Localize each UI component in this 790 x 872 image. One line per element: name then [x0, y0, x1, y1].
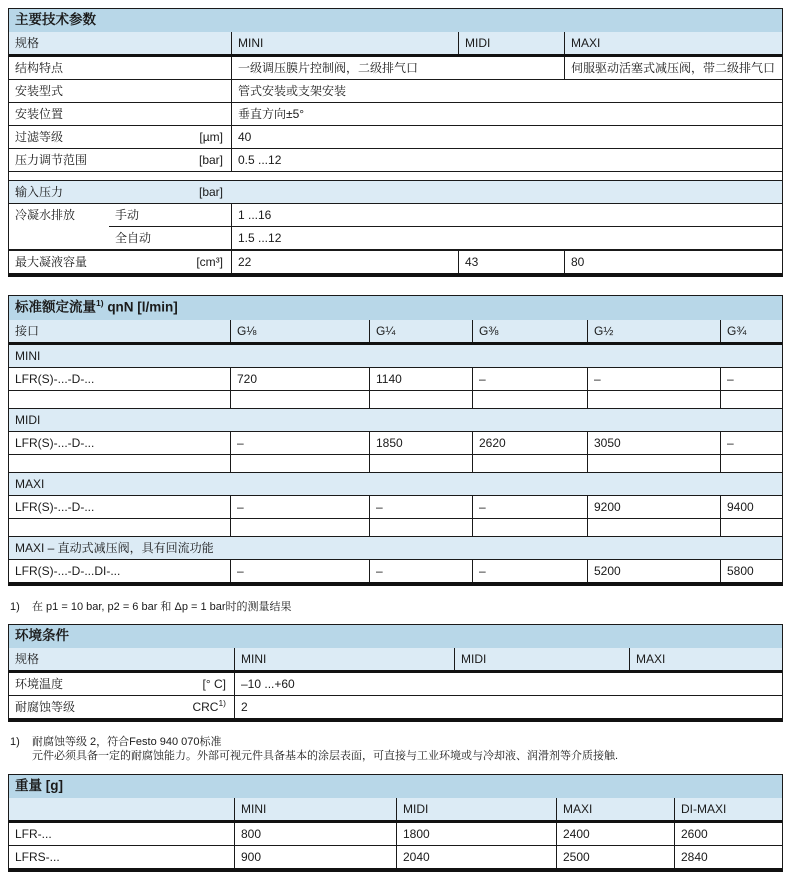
flow-mini-g18: 720	[230, 368, 369, 390]
spacer-cell	[230, 519, 369, 536]
spacer-cell	[369, 519, 472, 536]
flow-maxi-g38: –	[472, 496, 587, 518]
flow-row-mini	[9, 367, 782, 390]
flow-header-g38: G⅜	[472, 320, 587, 342]
flow-maxi-di-g18: –	[230, 560, 369, 582]
flow-section-maxi-di-name: MAXI – 直动式减压阀，具有回流功能	[15, 540, 214, 555]
corrosion-value: 2	[234, 696, 782, 718]
condensate-auto-label: 全自动	[109, 226, 231, 249]
condensate-auto-value: 1.5 ...12	[231, 226, 782, 249]
flow-spacer-row	[9, 390, 782, 408]
feature-mini-midi-value: 一级调压膜片控制阀，二级排气口	[231, 57, 564, 79]
temperature-label: 环境温度	[15, 676, 64, 691]
filtration-value: 40	[231, 126, 782, 148]
max-condensate-unit: [cm³]	[196, 255, 223, 269]
ambient-header-row	[9, 648, 782, 673]
weight-lfr-label: LFR-...	[15, 826, 52, 841]
flow-section-midi	[9, 408, 782, 431]
spacer-cell	[720, 455, 782, 472]
flow-header-g14: G¼	[369, 320, 472, 342]
pressure-range-labelcell	[9, 149, 231, 171]
filtration-label: 过滤等级	[15, 130, 64, 144]
pressure-range-unit: [bar]	[198, 153, 223, 167]
flow-title	[9, 296, 782, 320]
flow-header-g12: G½	[587, 320, 720, 342]
ambient-header-midi: MIDI	[454, 648, 629, 670]
corrosion-footnote-body	[32, 735, 618, 763]
header-col-maxi: MAXI	[564, 32, 782, 54]
flow-header-g34: G¾	[720, 320, 782, 342]
flow-row-midi	[9, 431, 782, 454]
weight-row-lfr	[9, 823, 782, 845]
flow-maxi-model: LFR(S)-...-D-...	[15, 499, 95, 514]
flow-table	[8, 295, 783, 586]
ambient-header-mini: MINI	[234, 648, 454, 670]
pressure-range-label: 压力调节范围	[15, 153, 88, 167]
spacer-cell	[230, 455, 369, 472]
condensate-manual-row	[9, 203, 782, 226]
filtration-row	[9, 125, 782, 148]
corrosion-footnote-line2: 元件必须具备一定的耐腐蚀能力。外部可视元件具备基本的涂层表面，可直接与工业环境或与冷却液、润滑剂等介质接触.	[32, 749, 619, 762]
temperature-value: –10 ...+60	[234, 673, 782, 695]
input-pressure-unit: [bar]	[198, 185, 223, 199]
flow-section-maxi	[9, 472, 782, 495]
temperature-unit: [° C]	[202, 676, 226, 691]
flow-mini-model: LFR(S)-...-D-...	[15, 371, 95, 386]
filtration-unit: [µm]	[199, 130, 223, 144]
weight-row-lfrs	[9, 845, 782, 868]
flow-section-mini-name: MINI	[15, 348, 41, 363]
main-specs-table	[8, 8, 783, 277]
input-pressure-empty	[231, 181, 782, 203]
main-specs-title-text: 主要技术参数	[15, 12, 96, 27]
flow-footnote-marker: 1)	[10, 600, 20, 613]
flow-footnote	[10, 600, 790, 614]
max-condensate-midi: 43	[458, 251, 564, 273]
weight-lfrs-label: LFRS-...	[15, 849, 60, 864]
corrosion-labelcell	[9, 696, 234, 718]
main-specs-header-row	[9, 32, 782, 57]
position-value: 垂直方向±5°	[231, 103, 782, 125]
corrosion-unit-footref: 1)	[218, 697, 226, 708]
spacer-row	[9, 171, 782, 180]
mounting-label: 安装型式	[15, 84, 64, 98]
corrosion-unit	[192, 699, 228, 715]
corrosion-footnote-marker: 1)	[10, 735, 20, 748]
spacer-cell	[720, 519, 782, 536]
weight-header-row	[9, 798, 782, 823]
max-condensate-labelcell	[9, 251, 231, 273]
flow-maxi-di-g12: 5200	[587, 560, 720, 582]
flow-mini-g38: –	[472, 368, 587, 390]
spacer-cell	[9, 455, 230, 472]
flow-maxi-di-model: LFR(S)-...-D-...DI-...	[15, 563, 121, 578]
weight-lfr-mini: 800	[234, 823, 396, 845]
flow-midi-g34: –	[720, 432, 782, 454]
weight-header-mini: MINI	[234, 798, 396, 820]
pressure-range-row	[9, 148, 782, 171]
flow-maxi-di-g14: –	[369, 560, 472, 582]
condensate-label: 冷凝水排放	[15, 208, 76, 222]
flow-maxi-g14: –	[369, 496, 472, 518]
pressure-range-value: 0.5 ...12	[231, 149, 782, 171]
spacer-cell	[587, 455, 720, 472]
flow-title-rest: qnN [l/min]	[103, 299, 178, 315]
position-row	[9, 102, 782, 125]
flow-spacer-row	[9, 454, 782, 472]
corrosion-footnote-line1: 耐腐蚀等级 2，符合Festo 940 070标准	[32, 735, 222, 748]
ambient-title-text: 环境条件	[15, 627, 69, 643]
flow-row-maxi-di	[9, 559, 782, 582]
spacer-cell	[230, 391, 369, 408]
input-pressure-row	[9, 180, 782, 203]
feature-row	[9, 57, 782, 79]
header-col-mini: MINI	[231, 32, 458, 54]
spacer-cell	[9, 391, 230, 408]
flow-midi-g12: 3050	[587, 432, 720, 454]
weight-lfrs-mini: 900	[234, 846, 396, 868]
weight-header-empty	[9, 798, 234, 820]
ambient-table	[8, 624, 783, 722]
corrosion-row	[9, 695, 782, 718]
max-condensate-label: 最大凝液容量	[15, 255, 88, 269]
temperature-labelcell	[9, 673, 234, 695]
flow-section-maxi-di	[9, 536, 782, 559]
flow-footnote-text: 在 p1 = 10 bar, p2 = 6 bar 和 Δp = 1 bar时的测量结果	[32, 600, 292, 613]
mounting-row	[9, 79, 782, 102]
filtration-labelcell	[9, 126, 231, 148]
spacer-cell	[587, 391, 720, 408]
spacer-cell	[472, 391, 587, 408]
flow-section-mini	[9, 345, 782, 367]
ambient-header-label: 规格	[15, 651, 40, 666]
spacer-cell	[720, 391, 782, 408]
condensate-label-spacer	[9, 226, 109, 249]
main-specs-title	[9, 9, 782, 32]
input-pressure-label: 输入压力	[15, 185, 64, 199]
condensate-manual-value: 1 ...16	[231, 204, 782, 226]
flow-header-g18: G⅛	[230, 320, 369, 342]
weight-lfr-midi: 1800	[396, 823, 556, 845]
condensate-manual-label: 手动	[115, 208, 140, 222]
max-condensate-row	[9, 249, 782, 273]
ambient-title	[9, 625, 782, 648]
spacer-cell	[9, 519, 230, 536]
flow-title-footref: 1)	[96, 298, 104, 308]
flow-mini-g14: 1140	[369, 368, 472, 390]
corrosion-unit-main: CRC	[192, 699, 219, 714]
weight-title	[9, 775, 782, 798]
input-pressure-labelcell	[9, 181, 231, 203]
weight-header-midi: MIDI	[396, 798, 556, 820]
spacer-cell	[587, 519, 720, 536]
flow-midi-model: LFR(S)-...-D-...	[15, 435, 95, 450]
flow-maxi-g18: –	[230, 496, 369, 518]
flow-spacer-row	[9, 518, 782, 536]
corrosion-footnote	[10, 735, 790, 763]
weight-header-di-maxi: DI-MAXI	[674, 798, 782, 820]
weight-lfrs-midi: 2040	[396, 846, 556, 868]
flow-row-maxi	[9, 495, 782, 518]
max-condensate-maxi: 80	[564, 251, 782, 273]
flow-maxi-g34: 9400	[720, 496, 782, 518]
flow-maxi-di-g38: –	[472, 560, 587, 582]
weight-table	[8, 774, 783, 872]
spacer-cell	[472, 455, 587, 472]
weight-header-maxi: MAXI	[556, 798, 674, 820]
spacer-cell	[472, 519, 587, 536]
weight-lfr-maxi: 2400	[556, 823, 674, 845]
weight-lfrs-maxi: 2500	[556, 846, 674, 868]
flow-midi-g14: 1850	[369, 432, 472, 454]
flow-mini-g34: –	[720, 368, 782, 390]
flow-header-row	[9, 320, 782, 345]
mounting-value: 管式安装或支架安装	[231, 80, 782, 102]
flow-maxi-g12: 9200	[587, 496, 720, 518]
flow-mini-g12: –	[587, 368, 720, 390]
weight-lfr-di-maxi: 2600	[674, 823, 782, 845]
condensate-auto-row	[9, 226, 782, 249]
weight-lfrs-di-maxi: 2840	[674, 846, 782, 868]
corrosion-label: 耐腐蚀等级	[15, 699, 76, 714]
ambient-header-maxi: MAXI	[629, 648, 782, 670]
feature-maxi-value: 伺服驱动活塞式减压阀，带二级排气口	[564, 57, 782, 79]
flow-section-midi-name: MIDI	[15, 412, 41, 427]
spacer-cell	[369, 455, 472, 472]
feature-label: 结构特点	[15, 61, 64, 75]
flow-section-maxi-name: MAXI	[15, 476, 45, 491]
flow-maxi-di-g34: 5800	[720, 560, 782, 582]
flow-midi-g38: 2620	[472, 432, 587, 454]
header-col-midi: MIDI	[458, 32, 564, 54]
flow-title-main: 标准额定流量	[15, 299, 96, 315]
spacer-cell	[369, 391, 472, 408]
weight-title-text: 重量 [g]	[15, 777, 63, 793]
flow-midi-g18: –	[230, 432, 369, 454]
max-condensate-mini: 22	[231, 251, 458, 273]
position-label: 安装位置	[15, 107, 64, 121]
flow-header-label: 接口	[15, 323, 40, 338]
header-spec-label: 规格	[15, 36, 40, 50]
temperature-row	[9, 673, 782, 695]
